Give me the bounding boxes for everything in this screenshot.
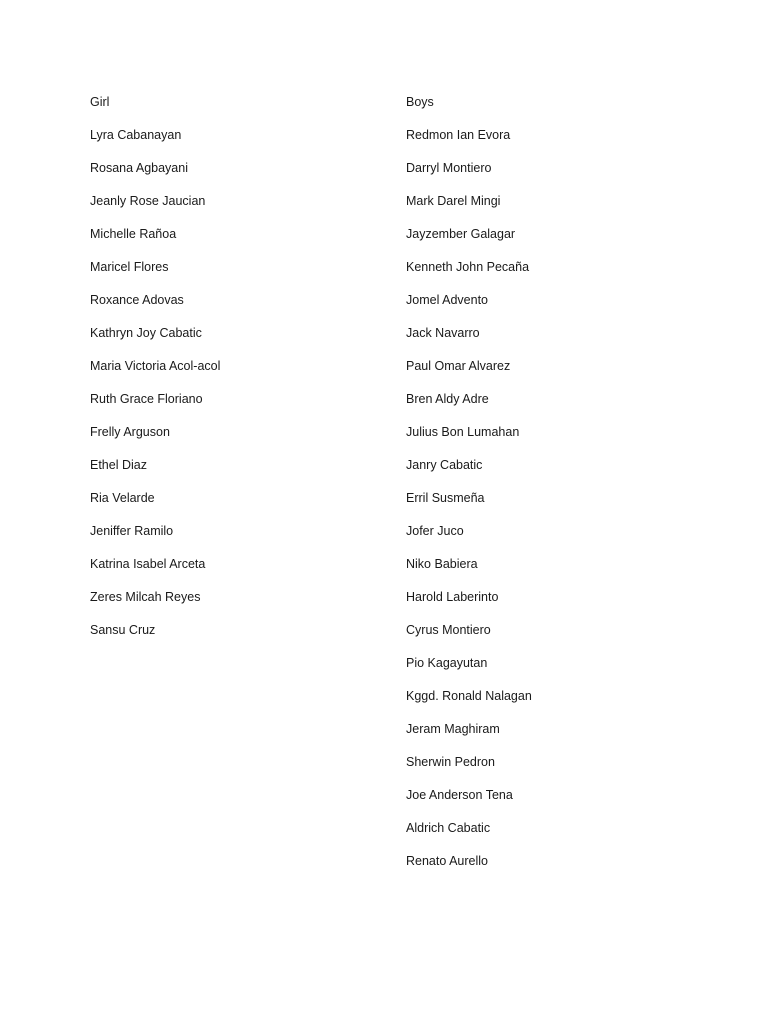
boy-name: Erril Susmeña bbox=[406, 491, 485, 505]
boy-name: Mark Darel Mingi bbox=[406, 194, 501, 208]
girl-name: Lyra Cabanayan bbox=[90, 128, 182, 142]
girl-name: Rosana Agbayani bbox=[90, 161, 188, 175]
boy-name: Jeram Maghiram bbox=[406, 722, 500, 736]
boy-name: Darryl Montiero bbox=[406, 161, 492, 175]
girl-name: Ria Velarde bbox=[90, 491, 155, 505]
boys-heading: Boys bbox=[406, 95, 434, 109]
boy-name: Harold Laberinto bbox=[406, 590, 499, 604]
girl-name: Frelly Arguson bbox=[90, 425, 170, 439]
girl-name: Jeniffer Ramilo bbox=[90, 524, 174, 538]
girl-name: Ethel Diaz bbox=[90, 458, 147, 472]
girl-name: Kathryn Joy Cabatic bbox=[90, 326, 202, 340]
girl-name: Maricel Flores bbox=[90, 260, 169, 274]
boy-name: Paul Omar Alvarez bbox=[406, 359, 511, 373]
boy-name: Jack Navarro bbox=[406, 326, 480, 340]
girl-name: Zeres Milcah Reyes bbox=[90, 590, 201, 604]
boy-name: Kggd. Ronald Nalagan bbox=[406, 689, 532, 703]
boy-name: Redmon Ian Evora bbox=[406, 128, 511, 142]
boy-name: Julius Bon Lumahan bbox=[406, 425, 520, 439]
girl-name: Roxance Adovas bbox=[90, 293, 184, 307]
boy-name: Jayzember Galagar bbox=[406, 227, 516, 241]
boy-name: Bren Aldy Adre bbox=[406, 392, 489, 406]
girls-heading: Girl bbox=[90, 95, 110, 109]
boy-name: Sherwin Pedron bbox=[406, 755, 495, 769]
boy-name: Jomel Advento bbox=[406, 293, 488, 307]
boy-name: Jofer Juco bbox=[406, 524, 464, 538]
boy-name: Kenneth John Pecaña bbox=[406, 260, 530, 274]
boy-name: Joe Anderson Tena bbox=[406, 788, 513, 802]
boys-column bbox=[406, 93, 706, 885]
girl-name: Michelle Rañoa bbox=[90, 227, 177, 241]
girls-column bbox=[90, 93, 390, 654]
girl-name: Katrina Isabel Arceta bbox=[90, 557, 206, 571]
boy-name: Cyrus Montiero bbox=[406, 623, 491, 637]
boy-name: Niko Babiera bbox=[406, 557, 478, 571]
boy-name: Renato Aurello bbox=[406, 854, 489, 868]
boy-name: Pio Kagayutan bbox=[406, 656, 488, 670]
girl-name: Sansu Cruz bbox=[90, 623, 156, 637]
girl-name: Jeanly Rose Jaucian bbox=[90, 194, 206, 208]
boy-name: Aldrich Cabatic bbox=[406, 821, 491, 835]
girl-name: Ruth Grace Floriano bbox=[90, 392, 203, 406]
boy-name: Janry Cabatic bbox=[406, 458, 483, 472]
girl-name: Maria Victoria Acol-acol bbox=[90, 359, 221, 373]
